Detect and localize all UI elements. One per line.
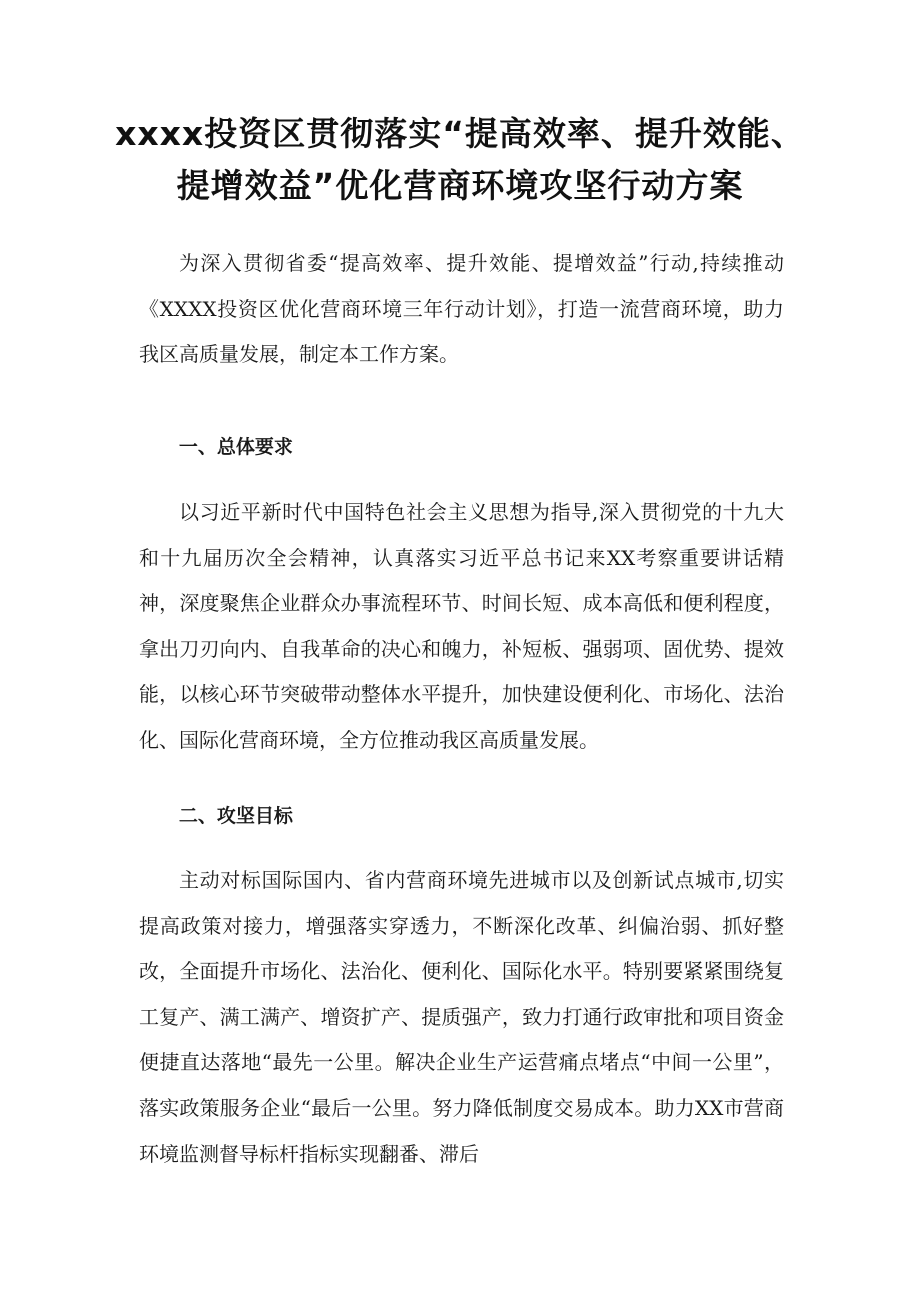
- section-1-paragraph: 以习近平新时代中国特色社会主义思想为指导,深入贯彻党的十九大和十九届历次全会精神，认真落实习近平总书记来XX考察重要讲话精神，深度聚焦企业群众办事流程环节、时间长短、成本高低和便利程度，拿出刀刃向内、自我革命的决心和魄力，补短板、强弱项、固优势、提效能，以核心环节突破带动整体水平提升，加快建设便利化、市场化、法治化、国际化营商环境，全方位推动我区高质量发展。: [139, 500, 784, 752]
- intro-paragraph: 为深入贯彻省委“提高效率、提升效能、提增效益”行动,持续推动《XXXX投资区优化营商环境三年行动计划》，打造一流营商环境，助力我区高质量发展，制定本工作方案。: [139, 251, 784, 367]
- document-title-line-1: xxxx投资区贯彻落实“提高效率、提升效能、: [115, 114, 805, 153]
- section-1-heading: 一、总体要求: [178, 436, 293, 458]
- document-title-line-2: 提增效益”优化营商环境攻坚行动方案: [176, 166, 744, 205]
- section-1-content: [139, 490, 784, 764]
- section-2-content: [139, 858, 784, 1177]
- intro-section: [139, 241, 784, 378]
- section-2-heading: 二、攻坚目标: [178, 805, 293, 827]
- section-2-header: [139, 794, 784, 839]
- section-2-paragraph: 主动对标国际国内、省内营商环境先进城市以及创新试点城市,切实提高政策对接力，增强落实穿透力，不断深化改革、纠偏治弱、抓好整改，全面提升市场化、法治化、便利化、国际化水平。特别要紧紧围绕复工复产、满工满产、增资扩产、提质强产，致力打通行政审批和项目资金便捷直达落地“最先一公里。解决企业生产运营痛点堵点“中间一公里”，落实政策服务企业“最后一公里。努力降低制度交易成本。助力XX市营商环境监测督导标杆指标实现翻番、滞后: [139, 868, 784, 1166]
- section-1-header: [139, 425, 784, 470]
